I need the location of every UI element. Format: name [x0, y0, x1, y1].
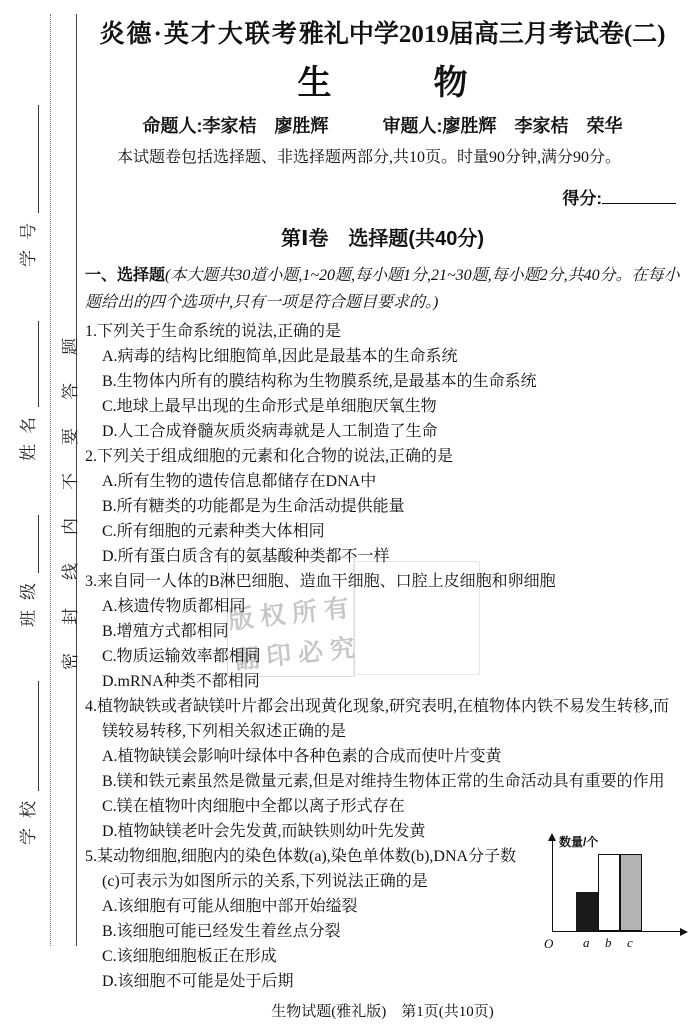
question-4-option-c: C.镁在植物叶肉细胞中全都以离子形式存在 — [102, 798, 405, 815]
question-1-stem-text: 下列关于生命系统的说法,正确的是 — [97, 323, 342, 340]
question-5-stem-text: 某动物细胞,细胞内的染色体数(a),染色单体数(b),DNA分子数(c)可表示为如图所示的关系,下列说法正确的是 — [97, 848, 517, 890]
field-name — [14, 321, 39, 461]
question-1-option-c: C.地球上最早出现的生命形式是单细胞厌氧生物 — [102, 398, 437, 415]
field-student-number-label: 学号 — [19, 213, 38, 267]
bar-a — [576, 892, 598, 931]
intro-body: (本大题共30道小题,1~20题,每小题1分,21~30题,每小题2分,共40分。在每小题给出的四个选项中,只有一项是符合题目要求的。) — [85, 267, 680, 311]
question-1-option-b: B.生物体内所有的膜结构称为生物膜系统,是最基本的生命系统 — [102, 373, 537, 390]
question-2-stem-text: 下列关于组成细胞的元素和化合物的说法,正确的是 — [97, 448, 454, 465]
question-3-number: 3. — [85, 573, 97, 590]
bar-c — [620, 854, 642, 931]
chart-y-axis-arrow-icon — [548, 833, 556, 841]
exam-brand: 炎德·英才大联考 — [99, 21, 299, 48]
bar-label-b: b — [605, 935, 612, 950]
question-5-option-a: A.该细胞有可能从细胞中部开始缢裂 — [102, 898, 358, 915]
chart-x-axis-arrow-icon — [680, 928, 688, 936]
field-name-blank — [23, 321, 39, 407]
question-5-option-b: B.该细胞可能已经发生着丝点分裂 — [102, 923, 341, 940]
question-2-option-a: A.所有生物的遗传信息都储存在DNA中 — [102, 473, 377, 490]
section-intro — [85, 263, 680, 316]
watermark-line-2: 翻印必究 — [233, 633, 364, 675]
field-class — [14, 515, 39, 627]
question-5-option-c: C.该细胞细胞板正在形成 — [102, 948, 277, 965]
subject-title: 生 物 — [297, 64, 468, 102]
bar-label-c: c — [627, 935, 633, 950]
score-label: 得分: — [562, 189, 602, 208]
question-3 — [85, 569, 680, 694]
paper-notice: 本试题卷包括选择题、非选择题两部分,共10页。时量90分钟,满分90分。 — [117, 149, 622, 166]
section-title: 第Ⅰ卷 选择题(共40分) — [280, 228, 484, 250]
watermark-line-1: 版权所有 — [227, 593, 358, 635]
question-5-number: 5. — [85, 848, 97, 865]
question-2-option-b: B.所有糖类的功能都是为生命活动提供能量 — [102, 498, 405, 515]
question-3-option-a: A.核遗传物质都相同 — [102, 598, 246, 615]
question-5-option-d: D.该细胞不可能是处于后期 — [102, 973, 294, 990]
question-1 — [85, 319, 680, 444]
chart-origin-label: O — [544, 936, 554, 951]
question-5-bar-chart — [543, 835, 688, 965]
question-1-stem — [85, 319, 680, 344]
question-2 — [85, 444, 680, 569]
question-4-stem-text: 植物缺铁或者缺镁叶片都会出现黄化现象,研究表明,在植物体内铁不易发生转移,而镁较易转移,下列相关叙述正确的是 — [97, 698, 670, 740]
question-3-stem — [85, 569, 680, 594]
exam-title — [85, 20, 680, 50]
field-school-label: 学校 — [19, 791, 38, 845]
question-1-option-a: A.病毒的结构比细胞简单,因此是最基本的生命系统 — [102, 348, 458, 365]
seal-dotted-line — [50, 14, 51, 946]
question-2-option-c: C.所有细胞的元素种类大体相同 — [102, 523, 325, 540]
page-footer: 生物试题(雅礼版) 第1页(共10页) — [271, 1004, 494, 1020]
question-3-option-b: B.增殖方式都相同 — [102, 623, 229, 640]
field-school-blank — [23, 681, 39, 791]
authors-line: 命题人:李家桔 廖胜辉 审题人:廖胜辉 李家桔 荣华 — [142, 116, 623, 136]
bar-label-a: a — [583, 935, 590, 950]
field-school — [14, 681, 39, 845]
question-1-number: 1. — [85, 323, 97, 340]
question-2-number: 2. — [85, 448, 97, 465]
question-4-option-d: D.植物缺镁老叶会先发黄,而缺铁则幼叶先发黄 — [102, 823, 426, 840]
chart-y-axis — [552, 840, 553, 932]
question-4-stem — [85, 694, 680, 744]
chart-y-axis-label: 数量/个 — [559, 835, 599, 849]
question-4-number: 4. — [85, 698, 97, 715]
question-3-option-c: C.物质运输效率都相同 — [102, 648, 261, 665]
question-3-option-d: D.mRNA种类不都相同 — [102, 673, 260, 690]
question-2-option-d: D.所有蛋白质含有的氨基酸种类都不一样 — [102, 548, 390, 565]
field-class-blank — [23, 515, 39, 573]
student-info-fields — [13, 105, 39, 845]
chart-x-axis — [552, 931, 681, 932]
field-student-number — [14, 105, 39, 267]
field-class-label: 班级 — [19, 573, 38, 627]
question-3-stem-text: 来自同一人体的B淋巴细胞、造血干细胞、口腔上皮细胞和卵细胞 — [97, 573, 556, 590]
intro-lead: 一、选择题 — [85, 267, 166, 284]
field-student-number-blank — [23, 105, 39, 213]
question-1-option-d: D.人工合成脊髓灰质炎病毒就是人工制造了生命 — [102, 423, 438, 440]
question-4 — [85, 694, 680, 844]
question-4-option-a: A.植物缺镁会影响叶绿体中各种色素的合成而使叶片变黄 — [102, 748, 502, 765]
score-blank — [602, 186, 676, 204]
bar-b — [598, 854, 620, 931]
question-2-stem — [85, 444, 680, 469]
score-row — [85, 186, 680, 211]
field-name-label: 姓名 — [19, 407, 38, 461]
question-4-option-b: B.镁和铁元素虽然是微量元素,但是对维持生物体正常的生命活动具有重要的作用 — [102, 773, 665, 790]
exam-title-text: 雅礼中学2019届高三月考试卷(二) — [298, 21, 666, 48]
seal-notice-text: 密封线内不要答题 — [61, 310, 80, 670]
